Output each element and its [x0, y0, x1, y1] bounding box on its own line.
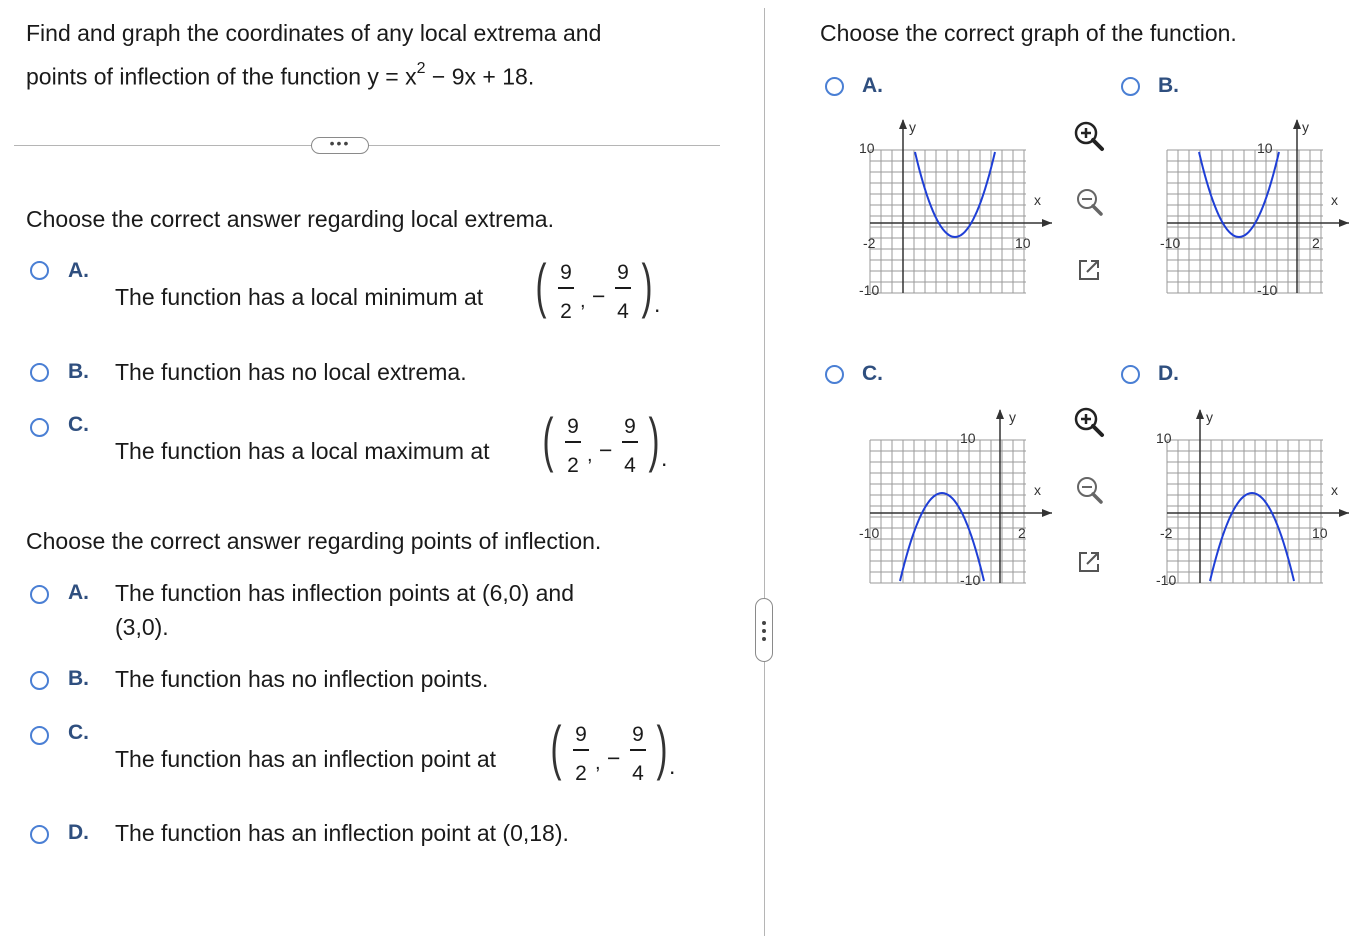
x-tick-right: 2: [1312, 235, 1320, 251]
inflection-option-d-letter: D.: [68, 821, 89, 844]
y-axis-label: y: [1206, 409, 1213, 425]
fraction-numerator: 9: [575, 723, 587, 746]
expand-button[interactable]: •••: [311, 137, 369, 154]
graph-option-c-letter: C.: [862, 362, 883, 385]
fraction-numerator: 9: [567, 415, 579, 438]
inflection-option-a-radio[interactable]: [30, 585, 49, 604]
inflection-option-a-text-2: (3,0).: [115, 614, 169, 640]
x-axis-arrow: [1042, 219, 1052, 227]
y-axis-label: y: [1009, 409, 1016, 425]
x-tick-right: 2: [1018, 525, 1026, 541]
period: .: [661, 445, 668, 471]
fraction-bar: [615, 287, 631, 289]
fraction-denominator: 4: [617, 300, 629, 323]
y-axis-arrow: [996, 409, 1004, 419]
paren-close: ): [656, 714, 668, 781]
grid: [870, 119, 1052, 293]
graph-c: [858, 405, 1058, 590]
x-axis-label: x: [1034, 482, 1041, 498]
y-tick-bottom: -10: [960, 572, 981, 588]
zoom-out-icon[interactable]: [1073, 474, 1105, 506]
inflection-option-c-letter: C.: [68, 721, 89, 744]
x-axis-label: x: [1331, 192, 1338, 208]
paren-open: (: [550, 714, 562, 781]
question-line-1: Find and graph the coordinates of any local extrema and: [26, 20, 602, 46]
pop-out-icon[interactable]: [1073, 546, 1105, 578]
x-axis-arrow: [1042, 509, 1052, 517]
y-tick-bottom: -10: [859, 282, 880, 298]
y-axis-arrow: [899, 119, 907, 129]
y-axis-arrow: [1293, 119, 1301, 129]
inflection-option-d-radio[interactable]: [30, 825, 49, 844]
y-tick-bottom: -10: [1257, 282, 1278, 298]
y-tick-top: 10: [1156, 430, 1172, 446]
fraction-bar: [622, 441, 638, 443]
graph-option-b-radio[interactable]: [1121, 77, 1140, 96]
comma: ,: [587, 444, 593, 466]
graph-option-a-radio[interactable]: [825, 77, 844, 96]
inflection-option-c-radio[interactable]: [30, 726, 49, 745]
inflection-option-a-text: The function has inflection points at (6,0) and: [115, 580, 575, 606]
fraction-denominator: 2: [567, 454, 579, 477]
inflection-prompt: Choose the correct answer regarding points of inflection.: [26, 528, 602, 554]
x-tick-left: -2: [863, 235, 876, 251]
minus-sign: −: [607, 745, 621, 771]
pop-out-icon[interactable]: [1073, 254, 1105, 286]
graph-a: [858, 115, 1058, 300]
graph-option-a-letter: A.: [862, 74, 883, 97]
x-tick-left: -10: [859, 525, 880, 541]
extrema-option-b-radio[interactable]: [30, 363, 49, 382]
x-tick-right: 10: [1015, 235, 1031, 251]
inflection-option-b-text: The function has no inflection points.: [115, 666, 489, 692]
extrema-option-b-letter: B.: [68, 360, 89, 383]
fraction-denominator: 4: [624, 454, 636, 477]
zoom-out-icon[interactable]: [1073, 186, 1105, 218]
fraction-numerator: 9: [617, 261, 629, 284]
x-tick-left: -10: [1160, 235, 1181, 251]
fraction-bar: [565, 441, 581, 443]
fraction-denominator: 4: [632, 762, 644, 785]
fraction-bar: [558, 287, 574, 289]
paren-open: (: [542, 406, 554, 473]
x-tick-right: 10: [1312, 525, 1328, 541]
graph-option-d-letter: D.: [1158, 362, 1179, 385]
x-axis-arrow: [1339, 509, 1349, 517]
fraction-denominator: 2: [560, 300, 572, 323]
extrema-prompt: Choose the correct answer regarding local extrema.: [26, 206, 554, 232]
period: .: [669, 753, 676, 779]
panel-divider: [764, 8, 765, 936]
extrema-option-b-text: The function has no local extrema.: [115, 359, 467, 385]
y-tick-top: 10: [1257, 140, 1273, 156]
graph-option-b-letter: B.: [1158, 74, 1179, 97]
fraction-bar: [630, 749, 646, 751]
graph-d: [1155, 405, 1355, 590]
paren-close: ): [648, 406, 660, 473]
fraction-numerator: 9: [560, 261, 572, 284]
graph-b: [1155, 115, 1355, 300]
inflection-option-b-letter: B.: [68, 667, 89, 690]
extrema-option-a-radio[interactable]: [30, 261, 49, 280]
fraction-denominator: 2: [575, 762, 587, 785]
x-axis-label: x: [1331, 482, 1338, 498]
extrema-option-a-letter: A.: [68, 259, 89, 282]
zoom-in-icon[interactable]: [1073, 120, 1105, 152]
y-tick-top: 10: [859, 140, 875, 156]
inflection-option-a-letter: A.: [68, 581, 89, 604]
graph-option-d-radio[interactable]: [1121, 365, 1140, 384]
zoom-in-icon[interactable]: [1073, 406, 1105, 438]
inflection-option-d-text: The function has an inflection point at (0,18).: [115, 820, 569, 846]
extrema-option-c-letter: C.: [68, 413, 89, 436]
panel-resize-handle[interactable]: [755, 598, 773, 662]
fraction-numerator: 9: [624, 415, 636, 438]
paren-close: ): [641, 252, 653, 319]
minus-sign: −: [592, 283, 606, 309]
y-axis-label: y: [1302, 119, 1309, 135]
inflection-option-b-radio[interactable]: [30, 671, 49, 690]
y-tick-top: 10: [960, 430, 976, 446]
x-axis-arrow: [1339, 219, 1349, 227]
fraction-bar: [573, 749, 589, 751]
minus-sign: −: [599, 437, 613, 463]
y-tick-bottom: -10: [1156, 572, 1177, 588]
x-axis-label: x: [1034, 192, 1041, 208]
inflection-option-c-text: The function has an inflection point at: [115, 746, 497, 772]
extrema-option-c-text: The function has a local maximum at: [115, 438, 490, 464]
question-line-2: points of inflection of the function $y = x^2 - 9x + 18$.: [26, 60, 535, 90]
comma: ,: [595, 752, 601, 774]
paren-open: (: [535, 252, 547, 319]
graph-option-c-radio[interactable]: [825, 365, 844, 384]
comma: ,: [580, 290, 586, 312]
fraction-numerator: 9: [632, 723, 644, 746]
x-tick-left: -2: [1160, 525, 1173, 541]
graph-prompt: Choose the correct graph of the function.: [820, 20, 1237, 46]
y-axis-label: y: [909, 119, 916, 135]
period: .: [654, 291, 661, 317]
extrema-option-c-radio[interactable]: [30, 418, 49, 437]
y-axis-arrow: [1196, 409, 1204, 419]
extrema-option-a-text: The function has a local minimum at: [115, 284, 484, 310]
